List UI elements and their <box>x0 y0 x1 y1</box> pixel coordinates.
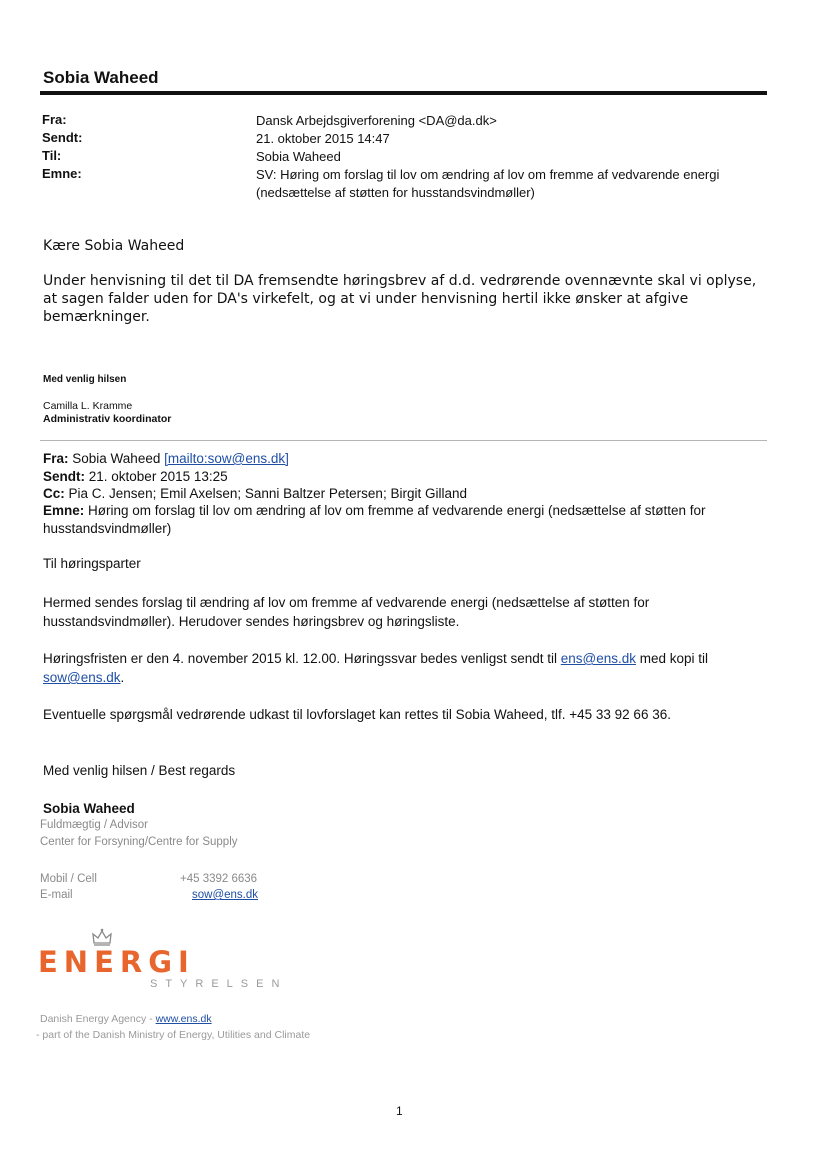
orig-paragraph-2 <box>43 649 763 687</box>
mobile-label: Mobil / Cell <box>40 873 97 885</box>
email-link[interactable]: sow@ens.dk <box>192 889 259 901</box>
styrelsen-logo-text: STYRELSEN <box>150 978 288 990</box>
orig-paragraph-1: Hermed sendes forslag til ændring af lov om fremme af vedvarende energi (nedsættelse af støtten for husstandsvindmøller). Herudover sendes høringsbrev og høringsliste. <box>43 595 650 629</box>
from-value: Dansk Arbejdsgiverforening <DA@da.dk> <box>256 113 497 128</box>
orig-closing: Med venlig hilsen / Best regards <box>43 763 236 778</box>
ens-email-link[interactable]: ens@ens.dk <box>560 651 637 666</box>
orig-sent-label: Sendt: <box>43 469 85 484</box>
orig-subject-line <box>43 502 773 538</box>
orig-para2-text-b: med kopi til <box>636 651 709 666</box>
orig-subject-label: Emne: <box>43 503 85 518</box>
energi-logo-text: ENERGI <box>38 945 195 979</box>
document-owner: Sobia Waheed <box>43 68 159 87</box>
orig-from-value: Sobia Waheed <box>72 451 161 466</box>
orig-from-line <box>43 450 773 468</box>
sow-email-link[interactable]: sow@ens.dk <box>43 670 121 685</box>
orig-paragraph-3: Eventuelle spørgsmål vedrørende udkast til lovforslaget kan rettes til Sobia Waheed, tlf. +45 33 92 66 36. <box>43 707 671 722</box>
orig-from-label: Fra: <box>43 451 69 466</box>
sent-label: Sendt: <box>42 130 83 145</box>
orig-sig-name: Sobia Waheed <box>43 801 135 816</box>
orig-cc-label: Cc: <box>43 486 65 501</box>
agency-text: Danish Energy Agency - <box>40 1013 156 1025</box>
agency-website-link[interactable]: www.ens.dk <box>155 1013 212 1025</box>
reply-closing: Med venlig hilsen <box>43 374 127 385</box>
page-number: 1 <box>396 1104 403 1118</box>
orig-para2-text-a: Høringsfristen er den 4. november 2015 kl. 12.00. Høringssvar bedes venligst sendt til <box>43 651 561 666</box>
subject-label: Emne: <box>42 166 82 181</box>
ministry-line: - part of the Danish Ministry of Energy, Utilities and Climate <box>36 1029 311 1041</box>
orig-subject-value: Høring om forslag til lov om ændring af lov om fremme af vedvarende energi (nedsættelse af støtten for husstandsvindmøller) <box>43 503 706 536</box>
to-value: Sobia Waheed <box>256 149 341 164</box>
sent-value: 21. oktober 2015 14:47 <box>256 131 390 146</box>
agency-line <box>40 1013 212 1025</box>
orig-sig-dept: Center for Forsyning/Centre for Supply <box>40 836 238 848</box>
message-separator <box>40 440 767 441</box>
reply-sig-name: Camilla L. Kramme <box>43 400 133 412</box>
reply-sig-title: Administrativ koordinator <box>43 413 172 425</box>
orig-sig-title: Fuldmægtig / Advisor <box>40 819 149 831</box>
orig-sent-value: 21. oktober 2015 13:25 <box>88 469 228 484</box>
to-label: Til: <box>42 148 62 163</box>
reply-signature <box>43 400 171 426</box>
crown-icon <box>91 928 113 946</box>
reply-greeting: Kære Sobia Waheed <box>43 238 185 254</box>
orig-from-mailto-link[interactable]: [mailto:sow@ens.dk] <box>164 451 289 466</box>
email-label: E-mail <box>40 889 73 901</box>
from-label: Fra: <box>42 112 67 127</box>
reply-body: Under henvisning til det til DA fremsendte høringsbrev af d.d. vedrørende ovennævnte skal vi oplyse, at sagen falder uden for DA's virkefelt, og at vi under henvisning hertil ikke ønsker at afgive bemærkninger. <box>43 273 757 325</box>
mobile-value: +45 3392 6636 <box>180 873 258 885</box>
orig-cc-value: Pia C. Jensen; Emil Axelsen; Sanni Baltzer Petersen; Birgit Gilland <box>68 486 467 501</box>
orig-salutation: Til høringsparter <box>43 556 141 571</box>
owner-divider <box>40 91 767 95</box>
orig-para2-text-c: . <box>120 670 125 685</box>
subject-value: SV: Høring om forslag til lov om ændring af lov om fremme af vedvarende energi (nedsættelse af støtten for husstandsvindmøller) <box>256 167 720 200</box>
orig-cc-line <box>43 485 773 503</box>
orig-sent-line <box>43 468 773 486</box>
